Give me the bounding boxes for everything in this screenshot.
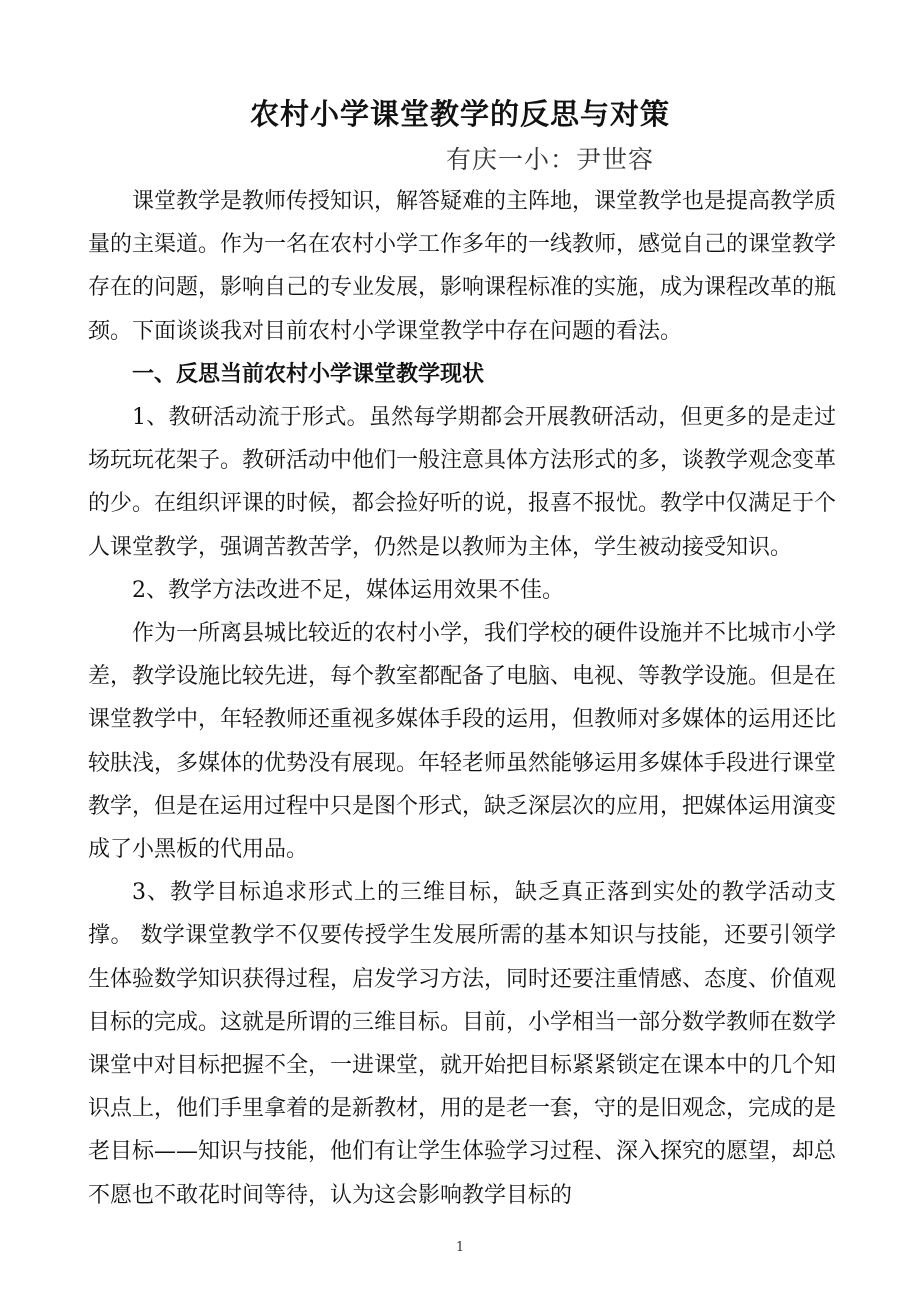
section-heading: 一、反思当前农村小学课堂教学现状: [132, 360, 485, 387]
page-number: 1: [455, 1240, 465, 1255]
document-body: [88, 180, 836, 1217]
point-2-paragraph: 作为一所离县城比较近的农村小学，我们学校的硬件设施并不比城市小学差，教学设施比较先进，每个教室都配备了电脑、电视、等教学设施。但是在课堂教学中，年轻教师还重视多媒体手段的运用，但教师对多媒体的运用还比较肤浅，多媒体的优势没有展现。年轻老师虽然能够运用多媒体手段进行课堂教学，但是在运用过程中只是图个形式，缺乏深层次的应用，把媒体运用演变成了小黑板的代用品。: [88, 621, 837, 863]
author-line: 有庆一小：尹世容: [446, 145, 655, 174]
point-3-paragraph: 3、教学目标追求形式上的三维目标，缺乏真正落到实处的教学活动支撑。 数学课堂教学不仅要传授学生发展所需的基本知识与技能，还要引领学生体验数学知识获得过程，启发学习方法，同时还要注重情感、态度、价值观目标的完成。这就是所谓的三维目标。目前，小学相当一部分数学教师在数学课堂中对目标把握不全，一进课堂，就开始把目标紧紧锁定在课本中的几个知识点上，他们手里拿着的是新教材，用的是老一套，守的是旧观念，完成的是老目标——知识与技能，他们有让学生体验学习过程、深入探究的愿望，却总不愿也不敢花时间等待，认为这会影响教学目标的: [88, 880, 837, 1208]
document-title: 农村小学课堂教学的反思与对策: [249, 97, 670, 131]
point-2-heading: 2、教学方法改进不足，媒体运用效果不佳。: [132, 577, 564, 603]
intro-paragraph: 课堂教学是教师传授知识，解答疑难的主阵地，课堂教学也是提高教学质量的主渠道。作为一名在农村小学工作多年的一线教师，感觉自己的课堂教学存在的问题，影响自己的专业发展，影响课程标准的实施，成为课程改革的瓶颈。下面谈谈我对目前农村小学课堂教学中存在问题的看法。: [88, 189, 837, 344]
point-1-paragraph: 1、教研活动流于形式。虽然每学期都会开展教研活动，但更多的是走过场玩玩花架子。教研活动中他们一般注意具体方法形式的多，谈教学观念变革的少。在组织评课的时候，都会捡好听的说，报喜不报忧。教学中仅满足于个人课堂教学，强调苦教苦学，仍然是以教师为主体，学生被动接受知识。: [88, 405, 837, 560]
